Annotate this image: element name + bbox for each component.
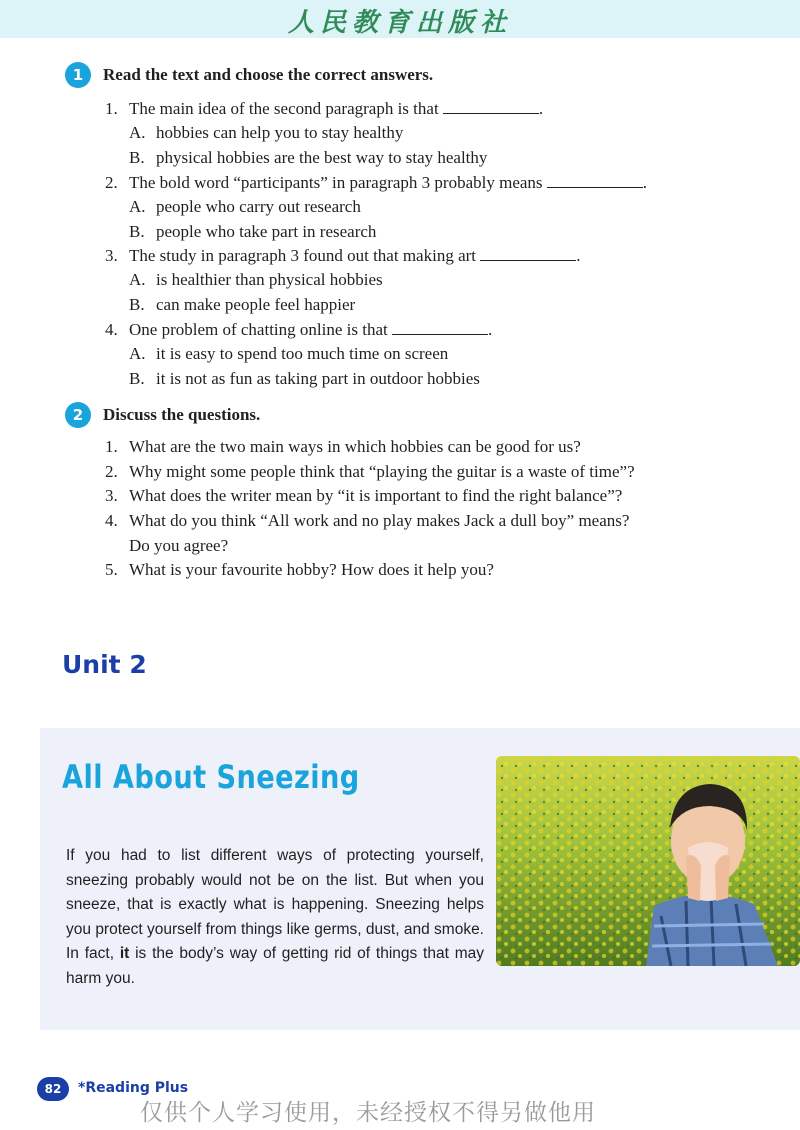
- option-line: B. it is not as fun as taking part in outdoor hobbies: [129, 369, 480, 388]
- answer-blank: [443, 99, 539, 114]
- option-line: B. physical hobbies are the best way to stay healthy: [129, 148, 488, 167]
- article-title: All About Sneezing: [62, 758, 360, 796]
- question-line: 2. The bold word “participants” in paragraph 3 probably means .: [105, 173, 648, 192]
- exercise-number-badge: 1: [65, 62, 91, 88]
- watermark-text: 仅供个人学习使用，未经授权不得另做他用: [140, 1100, 596, 1126]
- exercise-2-heading: [65, 402, 260, 428]
- exercise-title: Read the text and choose the correct answers.: [103, 65, 434, 84]
- unit-title: Unit 2: [62, 650, 147, 679]
- discussion-question: 1. What are the two main ways in which hobbies can be good for us?: [105, 437, 581, 456]
- exercise-number-badge: 2: [65, 402, 91, 428]
- article-paragraph: If you had to list different ways of protecting yourself, sneezing probably would not be on the list. But when you sneeze, that is exactly what is happening. Sneezing helps you protect yourself from things like germs, dust, and smoke. In fact, it is the body’s way of getting rid of things that may harm you.: [66, 847, 484, 987]
- option-line: A. it is easy to spend too much time on screen: [129, 344, 449, 363]
- discussion-question: 2. Why might some people think that “playing the guitar is a waste of time”?: [105, 462, 635, 481]
- option-line: A. people who carry out research: [129, 197, 361, 216]
- discussion-question: 5. What is your favourite hobby? How does it help you?: [105, 560, 494, 579]
- option-line: B. can make people feel happier: [129, 295, 356, 314]
- discussion-question: 3. What does the writer mean by “it is important to find the right balance”?: [105, 486, 623, 505]
- discussion-question-continued: Do you agree?: [129, 536, 229, 555]
- publisher-logo: 人民教育出版社: [287, 8, 512, 38]
- bold-word: it: [119, 945, 130, 962]
- exercise-1-heading: [65, 62, 433, 88]
- option-line: B. people who take part in research: [129, 222, 377, 241]
- discussion-question: 4. What do you think “All work and no play makes Jack a dull boy” means?: [105, 511, 630, 530]
- answer-blank: [547, 173, 643, 188]
- option-line: A. hobbies can help you to stay healthy: [129, 123, 404, 142]
- option-line: A. is healthier than physical hobbies: [129, 270, 383, 289]
- question-line: 4. One problem of chatting online is that .: [105, 320, 493, 339]
- answer-blank: [392, 320, 488, 335]
- answer-blank: [480, 246, 576, 261]
- page-number-badge: 82: [37, 1077, 69, 1101]
- exercise-title: Discuss the questions.: [103, 405, 261, 424]
- question-line: 3. The study in paragraph 3 found out that making art .: [105, 246, 581, 265]
- question-line: 1. The main idea of the second paragraph is that .: [105, 99, 544, 118]
- section-label: *Reading Plus: [78, 1080, 189, 1096]
- sneezing-boy-photo: [496, 756, 800, 966]
